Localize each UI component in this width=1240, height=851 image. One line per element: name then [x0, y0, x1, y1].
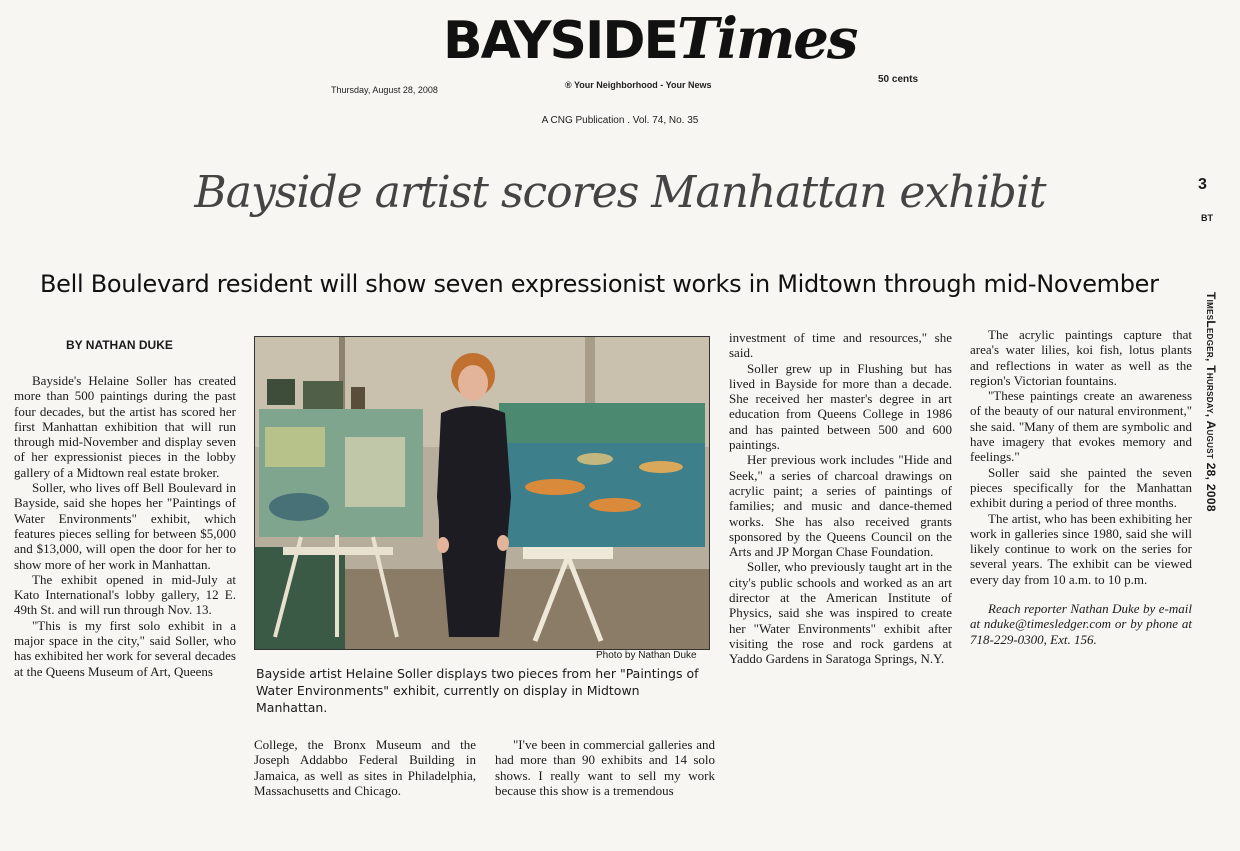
article-column-5: [970, 327, 1192, 647]
paragraph: The acrylic paintings capture that area's water lilies, koi fish, lotus plants and reflections in water as well as the region's Victorian fountains.: [970, 327, 1192, 388]
page-section: BT: [1201, 213, 1213, 223]
reporter-contact: Reach reporter Nathan Duke by e-mail at nduke@timesledger.com or by phone at 718-229-0300, Ext. 156.: [970, 601, 1192, 647]
paragraph: Soller, who previously taught art in the city's public schools and worked as an art director at the American Institute of Physics, said she was inspired to create her "Water Environments" exhibit after visiting the rose and rock gardens at Yaddo Gardens in Saratoga Springs, N.Y.: [729, 559, 952, 667]
photo-illustration: [255, 337, 709, 649]
paragraph: The exhibit opened in mid-July at Kato International's lobby gallery, 12 E. 49th St. and will run through Nov. 13.: [14, 571, 236, 618]
paragraph: College, the Bronx Museum and the Joseph Addabbo Federal Building in Jamaica, as well as sites in Philadelphia, Massachusetts and Chicago.: [254, 737, 476, 798]
photo-credit: Photo by Nathan Duke: [596, 650, 697, 661]
paragraph: "I've been in commercial galleries and had more than 90 exhibits and 14 solo shows. I really want to sell my work because this show is a tremendous: [495, 737, 715, 798]
publication-info: A CNG Publication . Vol. 74, No. 35: [541, 115, 699, 126]
paragraph: Bayside's Helaine Soller has created more than 500 paintings during the past four decades, but the artist has scored her first Manhattan exhibition that will run through mid-November and display seven of her expressionist pieces in the lobby gallery of a Midtown real estate broker.: [14, 373, 236, 480]
article-column-2: [254, 737, 476, 798]
side-folio: TimesLedger, Thursday, August 28, 2008: [1204, 292, 1218, 512]
masthead-logo: [443, 6, 856, 72]
paragraph: Soller said she painted the seven pieces specifically for the Manhattan exhibit during a period of three months.: [970, 464, 1192, 511]
page-number: 3: [1198, 176, 1207, 193]
paragraph: The artist, who has been exhibiting her work in galleries since 1980, said she will likely continue to work on the series for several years. The exhibit can be viewed every day from 10 a.m. to 10 p.m.: [970, 510, 1192, 587]
masthead-name-part1: BAYSIDE: [443, 11, 678, 71]
article-column-1: [14, 373, 236, 679]
article-column-4: [729, 330, 952, 667]
issue-date: Thursday, August 28, 2008: [331, 85, 438, 95]
paragraph: "This is my first solo exhibit in a major space in the city," said Soller, who has exhibited her work for several decades at the Queens Museum of Art, Queens: [14, 617, 236, 679]
article-column-3: [495, 737, 715, 798]
masthead-name-part2: Times: [677, 6, 857, 72]
paragraph: Soller grew up in Flushing but has lived in Bayside for more than a decade. She received her master's degree in art education from Queens College in 1986 and has painted between 500 and 600 paintings.: [729, 360, 952, 453]
article-subhead: Bell Boulevard resident will show seven expressionist works in Midtown through mid-November: [40, 270, 1159, 298]
paragraph: investment of time and resources," she said.: [729, 330, 952, 361]
article-headline: Bayside artist scores Manhattan exhibit: [194, 167, 1046, 218]
article-byline: BY NATHAN DUKE: [66, 338, 173, 352]
masthead-tagline: ® Your Neighborhood - Your News: [565, 80, 712, 90]
paragraph: "These paintings create an awareness of the beauty of our natural environment," she said. "Many of them are symbolic and have imagery that evokes memory and feelings.": [970, 388, 1192, 465]
article-photo: [254, 336, 710, 650]
photo-caption: Bayside artist Helaine Soller displays two pieces from her "Paintings of Water Environments" exhibit, currently on display in Midtown Manhattan.: [256, 666, 699, 715]
issue-price: 50 cents: [878, 74, 919, 85]
paragraph: Soller, who lives off Bell Boulevard in Bayside, said she hopes her "Paintings of Water Environments" exhibit, which features pieces selling for between $5,000 and $13,000, will open the door for her to show more of her work in Manhattan.: [14, 480, 236, 572]
paragraph: Her previous work includes "Hide and Seek," a series of charcoal drawings on acrylic paint; a series of paintings of families; and music and dance-themed works. She has also received grants sponsored by the Queens Council on the Arts and JP Morgan Chase Foundation.: [729, 452, 952, 560]
